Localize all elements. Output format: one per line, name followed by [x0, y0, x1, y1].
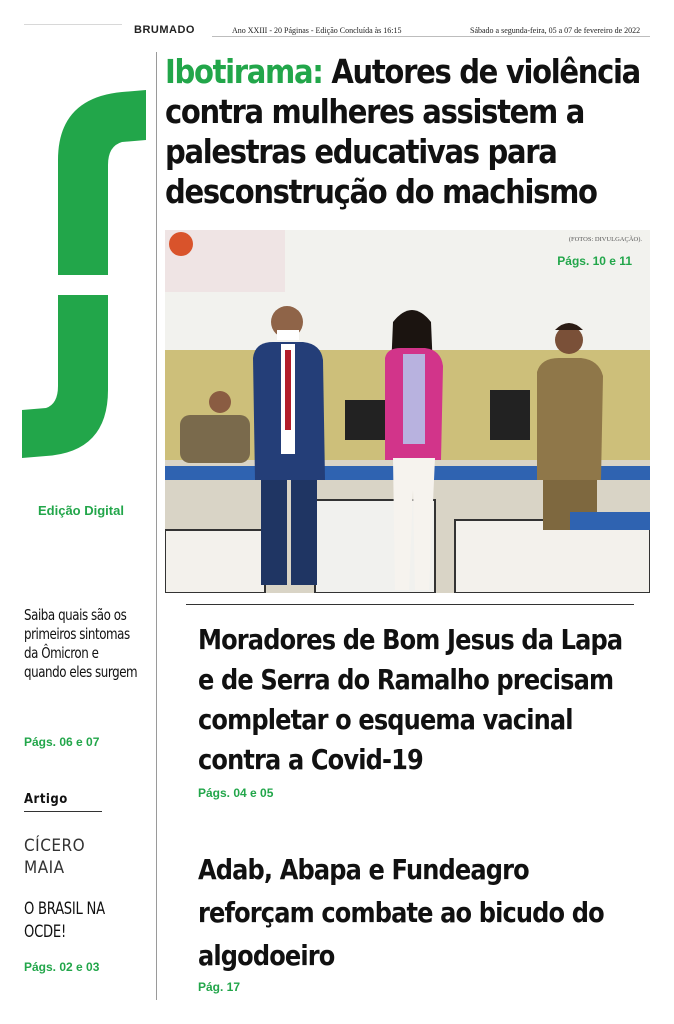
lead-photo-illustration: [165, 230, 650, 593]
lead-pages[interactable]: Págs. 10 e 11: [557, 254, 632, 268]
story-divider: [186, 604, 634, 605]
masthead-edition: Ano XXIII - 20 Páginas - Edição Concluída às 16:15: [232, 26, 402, 35]
section-rule: [24, 811, 102, 812]
masthead-city: BRUMADO: [134, 24, 195, 36]
masthead-rule: [212, 36, 650, 37]
story-boll-weevil-headline[interactable]: Adab, Abapa e Fundeagro reforçam combate ao bicudo do algodoeiro: [198, 853, 604, 972]
masthead-date: Sábado a segunda-feira, 05 a 07 de fevereiro de 2022: [470, 26, 641, 35]
omicron-teaser[interactable]: Saiba quais são os primeiros sintomas da Ômicron e quando eles surgem: [24, 606, 138, 681]
article-pages[interactable]: Págs. 02 e 03: [24, 960, 100, 974]
column-divider: [156, 52, 157, 1000]
author-last-name: MAIA: [24, 858, 65, 878]
masthead-rule-left: [24, 24, 122, 25]
logo-subtitle: Edição Digital: [38, 503, 124, 518]
lead-headline[interactable]: [165, 52, 658, 212]
story-vaccination-pages[interactable]: Págs. 04 e 05: [198, 786, 274, 800]
article-title[interactable]: O BRASIL NA OCDE!: [24, 899, 105, 942]
story-vaccination-headline[interactable]: Moradores de Bom Jesus da Lapa e de Serra do Ramalho precisam completar o esquema vacinal contra a Covid-19: [198, 623, 623, 776]
omicron-pages[interactable]: Págs. 06 e 07: [24, 735, 100, 749]
lead-headline-text: Autores de violência contra mulheres assistem a palestras educativas para desconstrução do machismo: [165, 52, 640, 211]
section-label-artigo: Artigo: [24, 792, 68, 807]
lead-photo[interactable]: [165, 230, 650, 593]
newspaper-logo: [22, 90, 146, 460]
logo-top-shape: [58, 90, 146, 275]
photo-credit: (FOTOS: DIVULGAÇÃO).: [568, 236, 642, 243]
logo-bottom-shape: [22, 295, 108, 458]
author-first-name: CÍCERO: [24, 836, 86, 856]
lead-headline-location: Ibotirama:: [165, 52, 323, 91]
story-boll-weevil-pages[interactable]: Pág. 17: [198, 980, 241, 994]
